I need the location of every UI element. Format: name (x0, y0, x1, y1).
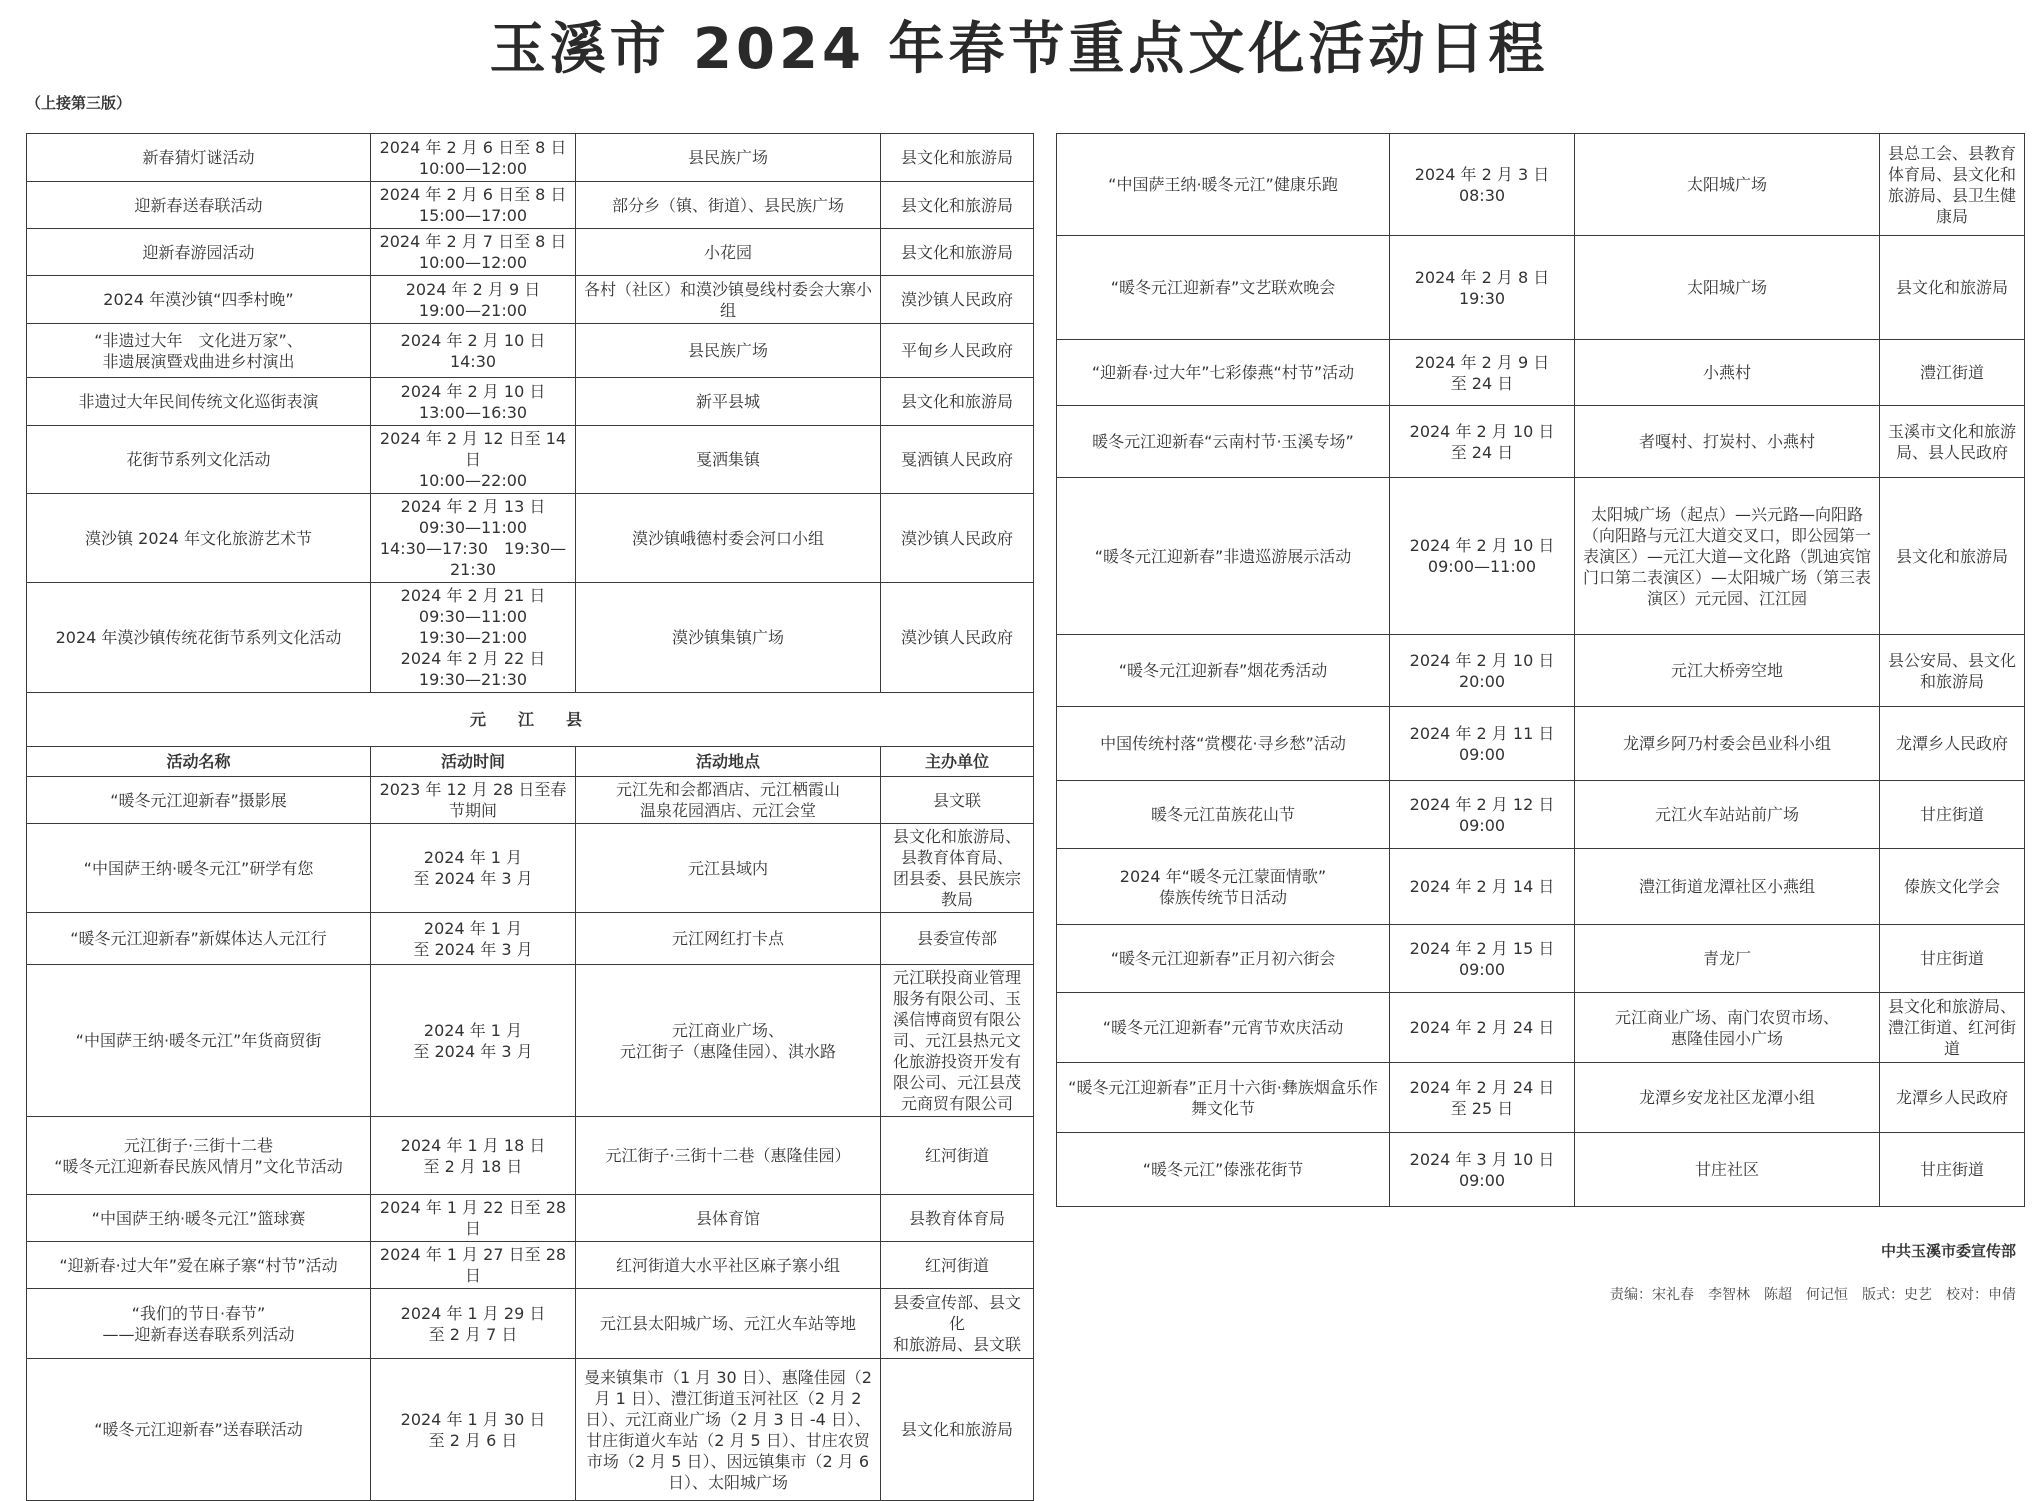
cell-place: 元江县域内 (576, 824, 881, 913)
cell-place: 部分乡（镇、街道）、县民族广场 (576, 182, 881, 229)
cell-time: 2024 年 2 月 24 日 (1390, 993, 1575, 1063)
cell-org: 甘庄街道 (1880, 925, 2025, 993)
cell-name: 花街节系列文化活动 (27, 426, 371, 494)
cell-org: 县委宣传部、县文化 和旅游局、县文联 (881, 1289, 1034, 1359)
cell-name: 非遗过大年民间传统文化巡街表演 (27, 378, 371, 426)
cell-time: 2024 年 2 月 10 日 13:00—16:30 (371, 378, 576, 426)
cell-place: 甘庄社区 (1575, 1133, 1880, 1207)
table-row (1057, 134, 2025, 236)
cell-place: 县民族广场 (576, 134, 881, 182)
cell-time: 2024 年 1 月 27 日至 28 日 (371, 1242, 576, 1289)
source-credit: 中共玉溪市委宣传部 (1880, 1242, 2016, 1260)
cell-name: “暖冬元江迎新春”元宵节欢庆活动 (1057, 993, 1390, 1063)
table-row (1057, 849, 2025, 925)
cell-name: 迎新春送春联活动 (27, 182, 371, 229)
cell-time: 2024 年 2 月 6 日至 8 日 15:00—17:00 (371, 182, 576, 229)
cell-time: 2024 年 2 月 10 日 20:00 (1390, 635, 1575, 707)
cell-place: 元江网红打卡点 (576, 913, 881, 965)
cell-place: 元江商业广场、 元江街子（惠隆佳园）、淇水路 (576, 965, 881, 1117)
cell-org: 龙潭乡人民政府 (1880, 707, 2025, 781)
cell-name: 2024 年漠沙镇传统花街节系列文化活动 (27, 583, 371, 693)
table-row (27, 276, 1034, 324)
table-row (27, 583, 1034, 693)
cell-name: 暖冬元江迎新春“云南村节·玉溪专场” (1057, 406, 1390, 478)
cell-org: 漠沙镇人民政府 (881, 494, 1034, 583)
cell-time: 2024 年 2 月 14 日 (1390, 849, 1575, 925)
cell-name: “暖冬元江迎新春”正月初六街会 (1057, 925, 1390, 993)
table-row (27, 1117, 1034, 1195)
table-row (27, 913, 1034, 965)
cell-org: 县文化和旅游局 (881, 378, 1034, 426)
cell-name: “中国萨王纳·暖冬元江”研学有您 (27, 824, 371, 913)
table-row (27, 1359, 1034, 1501)
cell-time: 2024 年 2 月 13 日 09:30—11:00 14:30—17:30 19:30—21:30 (371, 494, 576, 583)
cell-time: 2024 年 2 月 12 日 09:00 (1390, 781, 1575, 849)
column-header-org: 主办单位 (881, 747, 1034, 777)
table-row (1057, 925, 2025, 993)
cell-time: 2024 年 2 月 12 日至 14 日 10:00—22:00 (371, 426, 576, 494)
cell-name: “非遗过大年 文化进万家”、 非遗展演暨戏曲进乡村演出 (27, 324, 371, 378)
table-row (27, 134, 1034, 182)
table-row (1057, 993, 2025, 1063)
cell-org: 玉溪市文化和旅游局、县人民政府 (1880, 406, 2025, 478)
cell-time: 2024 年 1 月 至 2024 年 3 月 (371, 913, 576, 965)
cell-name: “暖冬元江迎新春”非遗巡游展示活动 (1057, 478, 1390, 635)
table-row (1057, 635, 2025, 707)
cell-time: 2023 年 12 月 28 日至春节期间 (371, 777, 576, 824)
cell-name: “迎新春·过大年”七彩傣燕“村节”活动 (1057, 340, 1390, 406)
cell-name: 漠沙镇 2024 年文化旅游艺术节 (27, 494, 371, 583)
cell-org: 甘庄街道 (1880, 781, 2025, 849)
cell-org: 红河街道 (881, 1242, 1034, 1289)
cell-org: 县文化和旅游局、澧江街道、红河街道 (1880, 993, 2025, 1063)
cell-place: 者嘎村、打炭村、小燕村 (1575, 406, 1880, 478)
cell-name: “中国萨王纳·暖冬元江”年货商贸街 (27, 965, 371, 1117)
cell-time: 2024 年 2 月 10 日 至 24 日 (1390, 406, 1575, 478)
cell-org: 漠沙镇人民政府 (881, 276, 1034, 324)
cell-place: 太阳城广场 (1575, 134, 1880, 236)
cell-place: 戛洒集镇 (576, 426, 881, 494)
editor-credits: 责编：宋礼春 李智林 陈超 何记恒 版式：史艺 校对：申倩 (1610, 1287, 2016, 1303)
cell-org: 县文联 (881, 777, 1034, 824)
table-row (27, 1289, 1034, 1359)
cell-name: “暖冬元江迎新春”送春联活动 (27, 1359, 371, 1501)
cell-time: 2024 年 2 月 21 日 09:30—11:00 19:30—21:00 2024 年 2 月 22 日 19:30—21:30 (371, 583, 576, 693)
cell-org: 县文化和旅游局、县教育体育局、 团县委、县民族宗教局 (881, 824, 1034, 913)
cell-org: 县文化和旅游局 (1880, 236, 2025, 340)
cell-place: 太阳城广场 (1575, 236, 1880, 340)
cell-name: 暖冬元江苗族花山节 (1057, 781, 1390, 849)
cell-name: “中国萨王纳·暖冬元江”篮球赛 (27, 1195, 371, 1242)
table-row (27, 426, 1034, 494)
table-row (27, 824, 1034, 913)
table-row (1057, 1133, 2025, 1207)
cell-time: 2024 年 2 月 15 日 09:00 (1390, 925, 1575, 993)
cell-place: 漠沙镇峨德村委会河口小组 (576, 494, 881, 583)
column-header-row (27, 747, 1034, 777)
cell-name: “中国萨王纳·暖冬元江”健康乐跑 (1057, 134, 1390, 236)
cell-place: 漠沙镇集镇广场 (576, 583, 881, 693)
cell-org: 戛洒镇人民政府 (881, 426, 1034, 494)
cell-place: 元江火车站站前广场 (1575, 781, 1880, 849)
cell-org: 县委宣传部 (881, 913, 1034, 965)
table-row (27, 965, 1034, 1117)
table-row (1057, 707, 2025, 781)
table-row (27, 494, 1034, 583)
cell-place: 太阳城广场（起点）—兴元路—向阳路（向阳路与元江大道交叉口，即公园第一表演区）—元江大道—文化路（凯迪宾馆门口第二表演区）—太阳城广场（第三表演区）元元园、江江园 (1575, 478, 1880, 635)
cell-time: 2024 年 2 月 10 日 09:00—11:00 (1390, 478, 1575, 635)
cell-org: 澧江街道 (1880, 340, 2025, 406)
cell-name: “迎新春·过大年”爱在麻子寨“村节”活动 (27, 1242, 371, 1289)
table-row (27, 182, 1034, 229)
table-row (1057, 781, 2025, 849)
cell-time: 2024 年 2 月 24 日 至 25 日 (1390, 1063, 1575, 1133)
cell-org: 县文化和旅游局 (881, 1359, 1034, 1501)
cell-place: 元江大桥旁空地 (1575, 635, 1880, 707)
section-row (27, 693, 1034, 747)
cell-name: 2024 年“暖冬元江蒙面情歌” 傣族传统节日活动 (1057, 849, 1390, 925)
cell-name: “暖冬元江迎新春”正月十六街·彝族烟盒乐作舞文化节 (1057, 1063, 1390, 1133)
page-title: 玉溪市 2024 年春节重点文化活动日程 (489, 17, 1549, 82)
cell-org: 龙潭乡人民政府 (1880, 1063, 2025, 1133)
cell-place: 澧江街道龙潭社区小燕组 (1575, 849, 1880, 925)
cell-place: 县民族广场 (576, 324, 881, 378)
section-title: 元 江 县 (27, 693, 1034, 747)
cell-org: 县总工会、县教育体育局、县文化和旅游局、县卫生健康局 (1880, 134, 2025, 236)
cell-name: 元江街子·三街十二巷 “暖冬元江迎新春民族风情月”文化节活动 (27, 1117, 371, 1195)
cell-org: 县文化和旅游局 (1880, 478, 2025, 635)
cell-time: 2024 年 1 月 22 日至 28 日 (371, 1195, 576, 1242)
schedule-table-left (26, 133, 1034, 1501)
table-row (1057, 1063, 2025, 1133)
cell-place: 小花园 (576, 229, 881, 276)
table-row (27, 777, 1034, 824)
cell-name: 迎新春游园活动 (27, 229, 371, 276)
cell-time: 2024 年 1 月 30 日 至 2 月 6 日 (371, 1359, 576, 1501)
cell-name: 新春猜灯谜活动 (27, 134, 371, 182)
cell-org: 傣族文化学会 (1880, 849, 2025, 925)
cell-place: 新平县城 (576, 378, 881, 426)
table-row (1057, 340, 2025, 406)
cell-place: 龙潭乡阿乃村委会邑业科小组 (1575, 707, 1880, 781)
cell-name: “暖冬元江迎新春”摄影展 (27, 777, 371, 824)
cell-time: 2024 年 2 月 9 日 19:00—21:00 (371, 276, 576, 324)
cell-time: 2024 年 1 月 至 2024 年 3 月 (371, 965, 576, 1117)
cell-time: 2024 年 2 月 11 日 09:00 (1390, 707, 1575, 781)
continued-note: （上接第三版） (26, 94, 132, 112)
cell-place: 龙潭乡安龙社区龙潭小组 (1575, 1063, 1880, 1133)
cell-time: 2024 年 2 月 9 日 至 24 日 (1390, 340, 1575, 406)
cell-place: 小燕村 (1575, 340, 1880, 406)
cell-time: 2024 年 2 月 3 日 08:30 (1390, 134, 1575, 236)
cell-name: “暖冬元江迎新春”烟花秀活动 (1057, 635, 1390, 707)
cell-place: 红河街道大水平社区麻子寨小组 (576, 1242, 881, 1289)
cell-org: 县文化和旅游局 (881, 134, 1034, 182)
cell-place: 各村（社区）和漠沙镇曼线村委会大寨小组 (576, 276, 881, 324)
cell-org: 县公安局、县文化和旅游局 (1880, 635, 2025, 707)
cell-time: 2024 年 1 月 至 2024 年 3 月 (371, 824, 576, 913)
cell-time: 2024 年 2 月 7 日至 8 日 10:00—12:00 (371, 229, 576, 276)
cell-name: “暖冬元江迎新春”文艺联欢晚会 (1057, 236, 1390, 340)
cell-name: “暖冬元江迎新春”新媒体达人元江行 (27, 913, 371, 965)
cell-org: 漠沙镇人民政府 (881, 583, 1034, 693)
table-row (1057, 478, 2025, 635)
cell-org: 甘庄街道 (1880, 1133, 2025, 1207)
cell-place: 元江商业广场、南门农贸市场、 惠隆佳园小广场 (1575, 993, 1880, 1063)
cell-time: 2024 年 1 月 18 日 至 2 月 18 日 (371, 1117, 576, 1195)
cell-name: “我们的节日·春节” ——迎新春送春联系列活动 (27, 1289, 371, 1359)
table-row (27, 324, 1034, 378)
cell-time: 2024 年 2 月 8 日 19:30 (1390, 236, 1575, 340)
cell-org: 县文化和旅游局 (881, 229, 1034, 276)
cell-place: 县体育馆 (576, 1195, 881, 1242)
cell-org: 元江联投商业管理服务有限公司、玉溪信博商贸有限公司、元江县热元文化旅游投资开发有限公司、元江县茂元商贸有限公司 (881, 965, 1034, 1117)
cell-time: 2024 年 1 月 29 日 至 2 月 7 日 (371, 1289, 576, 1359)
table-row (1057, 236, 2025, 340)
cell-time: 2024 年 2 月 6 日至 8 日 10:00—12:00 (371, 134, 576, 182)
cell-time: 2024 年 3 月 10 日 09:00 (1390, 1133, 1575, 1207)
cell-org: 县教育体育局 (881, 1195, 1034, 1242)
column-header-name: 活动名称 (27, 747, 371, 777)
table-row (27, 378, 1034, 426)
table-row (27, 1195, 1034, 1242)
cell-place: 元江先和会都酒店、元江栖霞山 温泉花园酒店、元江会堂 (576, 777, 881, 824)
column-header-time: 活动时间 (371, 747, 576, 777)
cell-place: 元江县太阳城广场、元江火车站等地 (576, 1289, 881, 1359)
cell-name: 2024 年漠沙镇“四季村晚” (27, 276, 371, 324)
cell-org: 红河街道 (881, 1117, 1034, 1195)
cell-org: 县文化和旅游局 (881, 182, 1034, 229)
cell-name: 中国传统村落“赏樱花·寻乡愁”活动 (1057, 707, 1390, 781)
cell-place: 元江街子·三街十二巷（惠隆佳园） (576, 1117, 881, 1195)
cell-org: 平甸乡人民政府 (881, 324, 1034, 378)
table-row (27, 229, 1034, 276)
column-header-place: 活动地点 (576, 747, 881, 777)
table-row (1057, 406, 2025, 478)
cell-name: “暖冬元江”傣涨花街节 (1057, 1133, 1390, 1207)
cell-time: 2024 年 2 月 10 日 14:30 (371, 324, 576, 378)
table-row (27, 1242, 1034, 1289)
cell-place: 曼来镇集市（1 月 30 日）、惠隆佳园（2 月 1 日）、澧江街道玉河社区（2 月 2 日）、元江商业广场（2 月 3 日 -4 日）、甘庄街道火车站（2 月 5 日）、甘庄农贸市场（2 月 5 日）、因远镇集市（2 月 6 日）、太阳城广场 (576, 1359, 881, 1501)
cell-place: 青龙厂 (1575, 925, 1880, 993)
schedule-table-right (1056, 133, 2025, 1207)
